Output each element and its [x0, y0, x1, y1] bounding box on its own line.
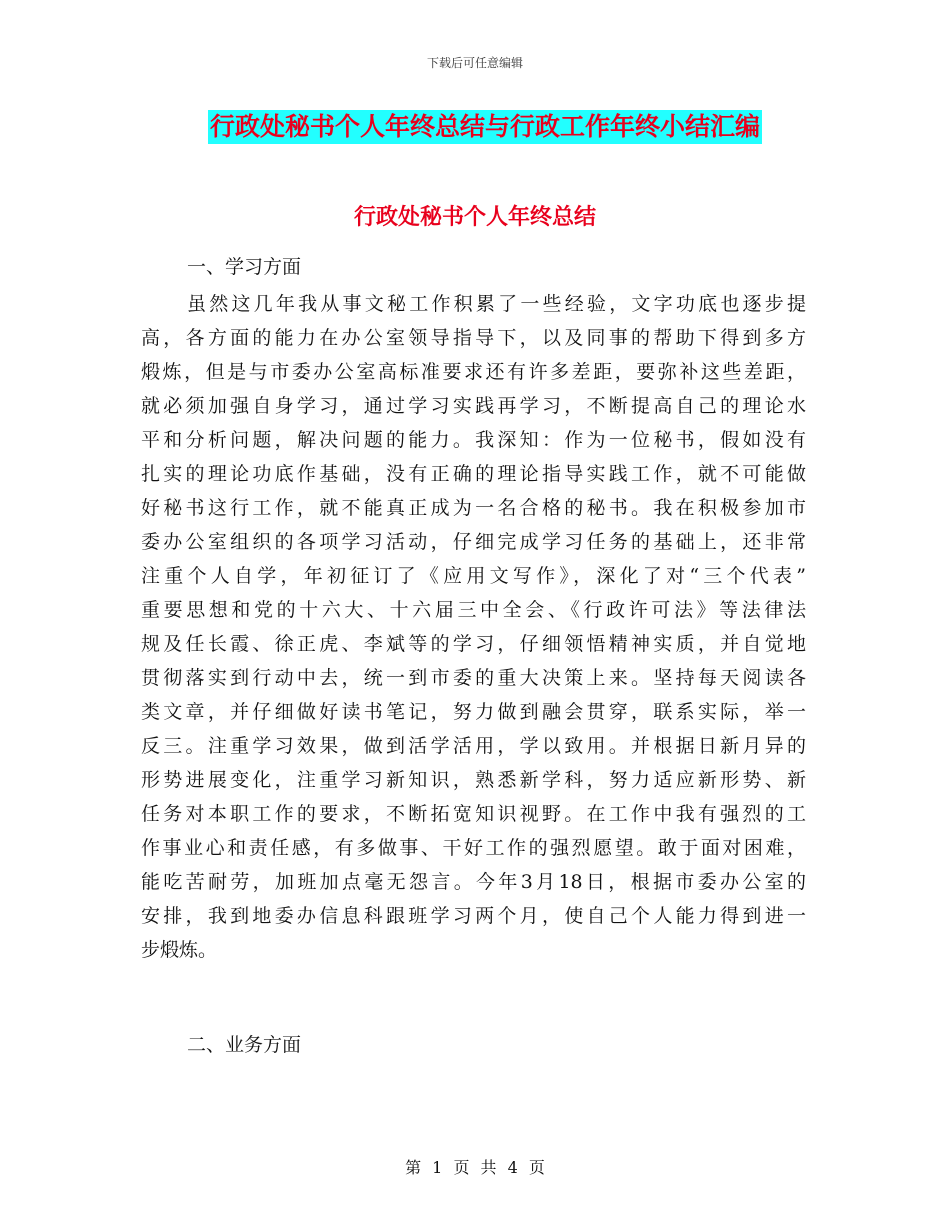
document-title: 行政处秘书个人年终总结与行政工作年终小结汇编	[208, 110, 762, 144]
paragraph-line: 好秘书这行工作，就不能真正成为一名合格的秘书。我在积极参加市	[141, 497, 806, 519]
header-note: 下载后可任意编辑	[426, 56, 523, 70]
paragraph-line: 能吃苦耐劳，加班加点毫无怨言。今年3月18日，根据市委办公室的	[141, 871, 806, 893]
section-heading-study: 一、学习方面	[187, 256, 302, 278]
paragraph-line: 扎实的理论功底作基础，没有正确的理论指导实践工作，就不可能做	[141, 463, 806, 485]
paragraph-line: 就必须加强自身学习，通过学习实践再学习，不断提高自己的理论水	[141, 395, 806, 417]
paragraph-line: 安排，我到地委办信息科跟班学习两个月，使自己个人能力得到进一	[141, 905, 806, 927]
paragraph-line: 贯彻落实到行动中去，统一到市委的重大决策上来。坚持每天阅读各	[141, 667, 806, 689]
paragraph-line: 类文章，并仔细做好读书笔记，努力做到融会贯穿，联系实际，举一	[141, 701, 806, 723]
paragraph-line: 形势进展变化，注重学习新知识，熟悉新学科，努力适应新形势、新	[141, 769, 806, 791]
section-title: 行政处秘书个人年终总结	[353, 204, 596, 230]
paragraph-line: 规及任长霞、徐正虎、李斌等的学习，仔细领悟精神实质，并自觉地	[141, 633, 806, 655]
paragraph-line: 虽然这几年我从事文秘工作积累了一些经验，文字功底也逐步提	[187, 293, 806, 315]
paragraph-line: 高，各方面的能力在办公室领导指导下，以及同事的帮助下得到多方	[141, 327, 806, 349]
section-heading-business: 二、业务方面	[187, 1034, 302, 1056]
paragraph-study	[141, 287, 806, 967]
paragraph-line: 委办公室组织的各项学习活动，仔细完成学习任务的基础上，还非常	[141, 531, 806, 553]
paragraph-line: 平和分析问题，解决问题的能力。我深知：作为一位秘书，假如没有	[141, 429, 806, 451]
paragraph-line: 反三。注重学习效果，做到活学活用，学以致用。并根据日新月异的	[141, 735, 806, 757]
paragraph-line: 重要思想和党的十六大、十六届三中全会、《行政许可法》等法律法	[141, 599, 806, 621]
page-footer: 第 1 页 共 4 页	[405, 1158, 545, 1177]
paragraph-line: 任务对本职工作的要求，不断拓宽知识视野。在工作中我有强烈的工	[141, 803, 806, 825]
paragraph-line: 作事业心和责任感，有多做事、干好工作的强烈愿望。敢于面对困难，	[141, 837, 806, 859]
paragraph-line: 注重个人自学，年初征订了《应用文写作》，深化了对“三个代表”	[141, 565, 806, 587]
paragraph-line: 煅炼，但是与市委办公室高标准要求还有许多差距，要弥补这些差距，	[141, 361, 806, 383]
paragraph-line: 步煅炼。	[141, 939, 218, 961]
